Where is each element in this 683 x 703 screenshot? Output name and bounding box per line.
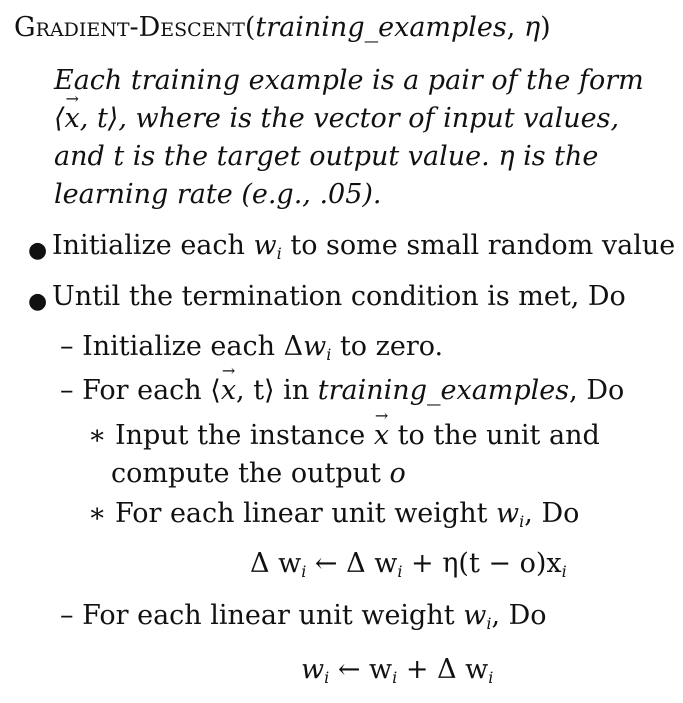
param-eta: η — [523, 12, 541, 43]
param-examples: examples — [378, 12, 507, 43]
step-final-for-weight: – For each linear unit weight $w_i$, Do — [60, 600, 547, 633]
update-delta-equation: Δ $w_i$ ← Δ $w_i + \eta(t - o)x_i$ — [250, 548, 567, 581]
step-for-weight: ∗ For each linear unit weight $w_i$, Do — [88, 498, 580, 531]
param-training: training — [255, 12, 365, 43]
step-compute: compute the output o — [111, 458, 406, 489]
dash-icon-2: – — [60, 375, 74, 406]
step-init-delta: – Initialize each $\Delta w_i$ to zero. — [60, 331, 444, 364]
step-for-each: – For each ⟨→ x, t⟩ in training_examples, Do — [60, 377, 624, 404]
star-icon-2: ∗ — [88, 498, 107, 529]
description-line-1: Each training example is a pair of the form — [54, 65, 644, 96]
final-update-equation: $w_i$ ← $w_i + \Delta$ $w_i$ — [301, 654, 494, 687]
algorithm-name: Gradient-Descent — [14, 12, 245, 43]
dash-icon-3: – — [60, 600, 74, 631]
step-until: Until the termination condition is met, Do — [52, 281, 626, 312]
description-line-4: learning rate (e.g., .05). — [54, 179, 382, 210]
step-initialize: Initialize each $w_i$ to some small random value — [52, 230, 676, 263]
bullet-icon-1: ● — [28, 238, 48, 263]
dash-icon-1: – — [60, 331, 74, 362]
description-line-3: and t is the target output value. η is the — [54, 141, 599, 172]
description-line-2: ⟨→ x, t⟩, where is the vector of input values, — [54, 105, 619, 132]
bullet-icon-2: ● — [28, 289, 48, 314]
star-icon-1: ∗ — [88, 420, 107, 451]
step-input: ∗ Input the instance → x to the unit and — [88, 422, 600, 449]
algorithm-title: Gradient-Descent(training_examples, η) — [14, 12, 551, 43]
